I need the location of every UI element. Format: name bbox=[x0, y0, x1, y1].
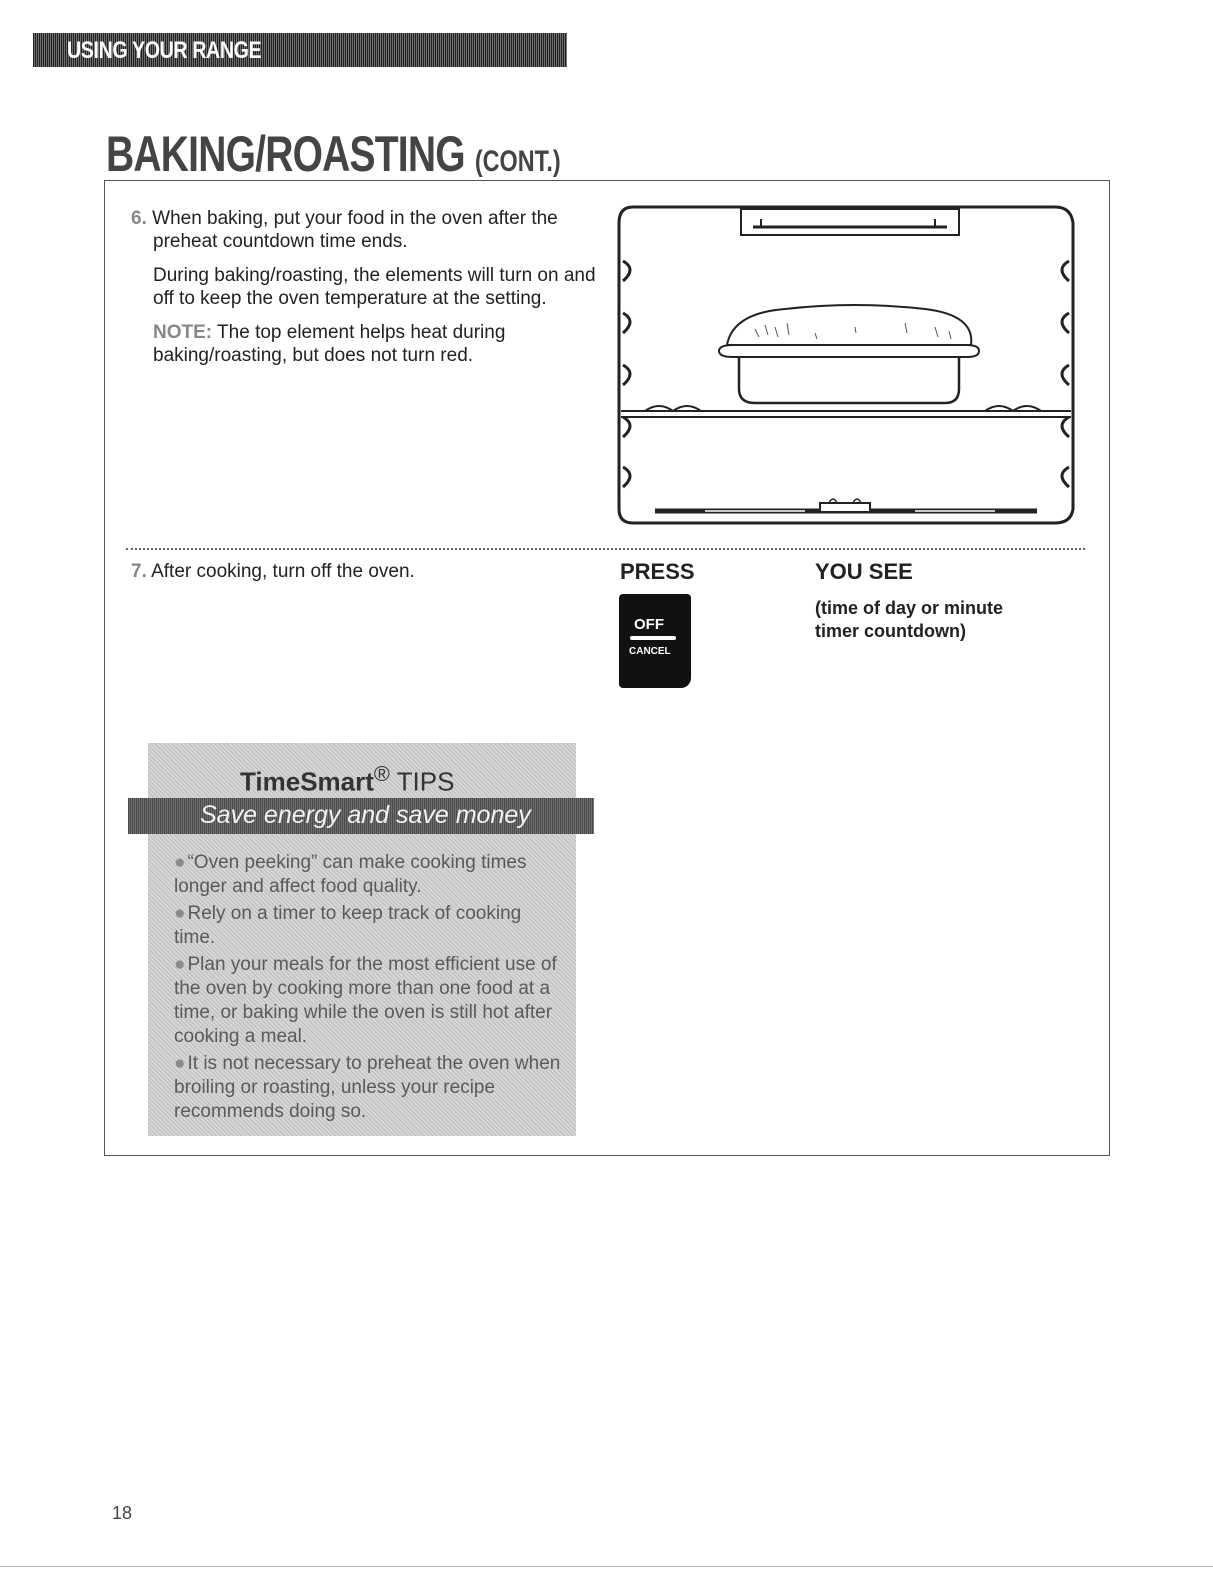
tips-brand: TimeSmart bbox=[240, 766, 374, 797]
oven-rack-illustration bbox=[615, 205, 1077, 527]
bottom-rule bbox=[0, 1566, 1213, 1567]
page-number: 18 bbox=[112, 1503, 133, 1523]
tips-title bbox=[240, 761, 454, 798]
step-7 bbox=[131, 561, 415, 583]
registered-mark: ® bbox=[373, 761, 390, 786]
tips-banner-text: Save energy and save money bbox=[200, 801, 531, 829]
off-key-divider bbox=[630, 636, 676, 640]
tips-title-suffix: TIPS bbox=[396, 766, 455, 797]
section-divider bbox=[126, 548, 1085, 550]
step-number: 7. bbox=[131, 561, 147, 582]
tips-list bbox=[174, 851, 566, 1127]
bullet-icon: ● bbox=[174, 954, 186, 975]
step-6 bbox=[131, 207, 601, 378]
step-6-detail: During baking/roasting, the elements will turn on and off to keep the oven temperature at the setting. bbox=[153, 265, 596, 309]
note-label: NOTE: bbox=[153, 322, 213, 343]
tips-banner bbox=[128, 798, 594, 834]
tip-item: ● Plan your meals for the most efficient use of the oven by cooking more than one food at a time, or baking while the oven is still hot after cooking a meal. bbox=[174, 954, 557, 1047]
step-number: 6. bbox=[131, 208, 147, 229]
off-key-label: OFF bbox=[634, 616, 664, 633]
page-title-suffix: (CONT.) bbox=[474, 145, 561, 178]
page-title-main: BAKING/ROASTING bbox=[106, 126, 465, 182]
step-6-text: When baking, put your food in the oven after the preheat countdown time ends. bbox=[152, 208, 558, 252]
section-header-bar bbox=[33, 33, 567, 67]
press-header: PRESS bbox=[620, 559, 695, 584]
tip-item: ● “Oven peeking” can make cooking times longer and affect food quality. bbox=[174, 852, 527, 897]
you-see-text: (time of day or minute timer countdown) bbox=[815, 598, 1004, 641]
tip-item: ● It is not necessary to preheat the oven when broiling or roasting, unless your recipe recommends doing so. bbox=[174, 1053, 561, 1122]
step-7-text: After cooking, turn off the oven. bbox=[151, 561, 415, 582]
you-see-header: YOU SEE bbox=[815, 559, 913, 584]
section-header-label: USING YOUR RANGE bbox=[67, 37, 262, 64]
bullet-icon: ● bbox=[174, 852, 186, 873]
bullet-icon: ● bbox=[174, 903, 186, 924]
off-cancel-key bbox=[619, 594, 691, 688]
tip-item: ● Rely on a timer to keep track of cooking time. bbox=[174, 903, 522, 948]
note-text: The top element helps heat during baking/roasting, but does not turn red. bbox=[153, 322, 506, 366]
bullet-icon: ● bbox=[174, 1053, 186, 1074]
cancel-key-label: CANCEL bbox=[629, 646, 671, 657]
